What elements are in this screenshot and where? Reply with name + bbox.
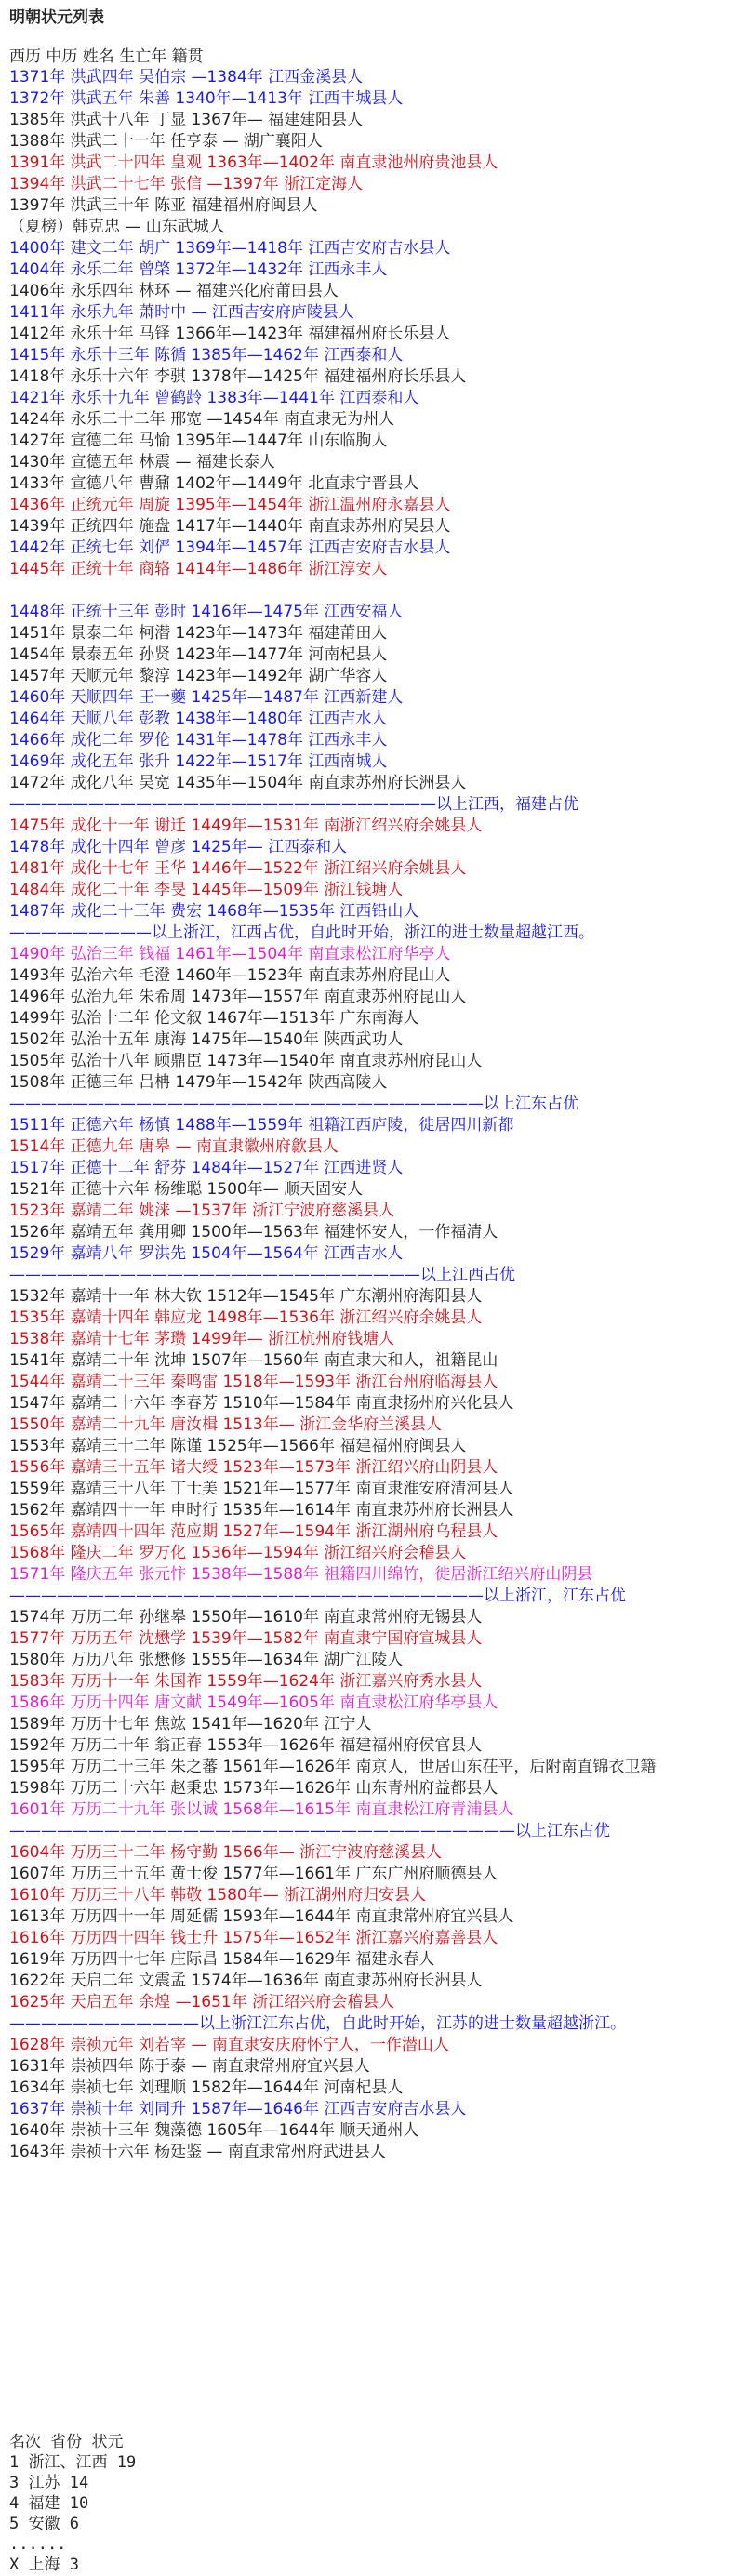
laureate-entry: 1631年 崇祯四年 陈于泰 — 南直隶常州府宜兴县人 [9, 2057, 370, 2076]
page-title: 明朝状元列表 [9, 8, 104, 27]
laureate-entry: 1523年 嘉靖二年 姚涞 —1537年 浙江宁波府慈溪县人 [9, 1202, 395, 1220]
section-divider-note: ———————————————————————————以上江西，福建占优 [9, 795, 578, 814]
laureate-entry: 1502年 弘治十五年 康海 1475年—1540年 陕西武功人 [9, 1030, 404, 1049]
laureate-entry: 1610年 万历三十八年 韩敬 1580年— 浙江湖州府归安县人 [9, 1886, 427, 1905]
laureate-entry: 1445年 正统十年 商辂 1414年—1486年 浙江淳安人 [9, 560, 388, 578]
laureate-entry: 1565年 嘉靖四十四年 范应期 1527年—1594年 浙江湖州府乌程县人 [9, 1522, 498, 1541]
laureate-entry: 1640年 崇祯十三年 魏藻德 1605年—1644年 顺天通州人 [9, 2121, 419, 2140]
laureate-entry: 1472年 成化八年 吴宽 1435年—1504年 南直隶苏州府长洲县人 [9, 774, 467, 792]
laureate-entry: 1526年 嘉靖五年 龚用卿 1500年—1563年 福建怀安人，一作福清人 [9, 1223, 498, 1242]
laureate-entry: 1601年 万历二十九年 张以诚 1568年—1615年 南直隶松江府青浦县人 [9, 1800, 514, 1819]
laureate-entry: 1451年 景泰二年 柯潜 1423年—1473年 福建莆田人 [9, 624, 388, 643]
laureate-entry: 1394年 洪武二十七年 张信 —1397年 浙江定海人 [9, 175, 364, 193]
laureate-entry: 1607年 万历三十五年 黄士俊 1577年—1661年 广东广州府顺德县人 [9, 1865, 498, 1883]
laureate-entry: 1538年 嘉靖十七年 茅瓒 1499年— 浙江杭州府钱塘人 [9, 1330, 395, 1348]
laureate-entry: 1496年 弘治九年 朱希周 1473年—1557年 南直隶苏州府昆山人 [9, 988, 467, 1006]
laureate-entry: 1541年 嘉靖二十年 沈坤 1507年—1560年 南直隶大和人，祖籍昆山 [9, 1351, 498, 1370]
laureate-entry: 1418年 永乐十六年 李骐 1378年—1425年 福建福州府长乐县人 [9, 367, 467, 386]
laureate-entry: 1547年 嘉靖二十六年 李春芳 1510年—1584年 南直隶扬州府兴化县人 [9, 1394, 514, 1413]
laureate-entry: 1439年 正统四年 施盘 1417年—1440年 南直隶苏州府吴县人 [9, 517, 451, 536]
summary-row: 4 福建 10 [9, 2494, 89, 2513]
laureate-entry: 1622年 天启二年 文震孟 1574年—1636年 南直隶苏州府长洲县人 [9, 1972, 483, 1990]
laureate-entry: 1556年 嘉靖三十五年 诸大绶 1523年—1573年 浙江绍兴府山阴县人 [9, 1458, 498, 1477]
section-divider-note: —————————以上浙江，江西占优，自此时开始，浙江的进士数量超越江西。 [9, 923, 594, 942]
laureate-entry: 1589年 万历十七年 焦竑 1541年—1620年 江宁人 [9, 1715, 372, 1733]
section-divider-note: ——————————————————————————————以上浙江，江东占优 [9, 1587, 626, 1605]
laureate-entry: 1643年 崇祯十六年 杨廷鉴 — 南直隶常州府武进县人 [9, 2143, 386, 2161]
laureate-entry: （夏榜）韩克忠 — 山东武城人 [9, 218, 225, 236]
laureate-entry: 1421年 永乐十九年 曾鹤龄 1383年—1441年 江西泰和人 [9, 389, 419, 407]
laureate-entry: 1625年 天启五年 余煌 —1651年 浙江绍兴府会稽县人 [9, 1993, 395, 2012]
laureate-entry: 1464年 天顺八年 彭教 1438年—1480年 江西吉水人 [9, 710, 388, 728]
laureate-entry: 1514年 正德九年 唐皋 — 南直隶徽州府歙县人 [9, 1137, 339, 1156]
laureate-entry: 1454年 景泰五年 孙贤 1423年—1477年 河南杞县人 [9, 645, 388, 664]
laureate-entry: 1427年 宣德二年 马愉 1395年—1447年 山东临朐人 [9, 432, 388, 450]
summary-row: ...... [9, 2535, 67, 2554]
laureate-entry: 1372年 洪武五年 朱善 1340年—1413年 江西丰城县人 [9, 89, 404, 108]
laureate-entry: 1391年 洪武二十四年 皇观 1363年—1402年 南直隶池州府贵池县人 [9, 153, 498, 172]
laureate-entry: 1487年 成化二十三年 费宏 1468年—1535年 江西铅山人 [9, 902, 419, 921]
laureate-entry: 1478年 成化十四年 曾彦 1425年— 江西泰和人 [9, 838, 348, 856]
laureate-entry: 1559年 嘉靖三十八年 丁士美 1521年—1577年 南直隶淮安府清河县人 [9, 1480, 514, 1498]
laureate-entry: 1571年 隆庆五年 张元忭 1538年—1588年 祖籍四川绵竹，徙居浙江绍兴府山阴县 [9, 1565, 593, 1584]
laureate-entry: 1442年 正统七年 刘俨 1394年—1457年 江西吉安府吉水县人 [9, 538, 451, 557]
laureate-entry: 1529年 嘉靖八年 罗洪先 1504年—1564年 江西吉水人 [9, 1244, 404, 1263]
laureate-entry: 1424年 永乐二十二年 邢宽 —1454年 南直隶无为州人 [9, 410, 395, 429]
laureate-entry: 1616年 万历四十四年 钱士升 1575年—1652年 浙江嘉兴府嘉善县人 [9, 1929, 498, 1947]
laureate-entry: 1433年 宣德八年 曹鼐 1402年—1449年 北直隶宁晋县人 [9, 474, 419, 493]
laureate-entry: 1577年 万历五年 沈懋学 1539年—1582年 南直隶宁国府宣城县人 [9, 1629, 483, 1648]
laureate-entry: 1628年 崇祯元年 刘若宰 — 南直隶安庆府怀宁人，一作潜山人 [9, 2036, 449, 2054]
laureate-entry: 1619年 万历四十七年 庄际昌 1584年—1629年 福建永春人 [9, 1950, 435, 1969]
laureate-entry: 1574年 万历二年 孙继皋 1550年—1610年 南直隶常州府无锡县人 [9, 1608, 483, 1627]
laureate-entry: 1634年 崇祯七年 刘理顺 1582年—1644年 河南杞县人 [9, 2078, 404, 2097]
laureate-entry: 1448年 正统十三年 彭时 1416年—1475年 江西安福人 [9, 603, 404, 621]
laureate-entry: 1430年 宣德五年 林震 — 福建长泰人 [9, 453, 275, 471]
laureate-entry: 1385年 洪武十八年 丁显 1367年— 福建建阳县人 [9, 111, 364, 129]
laureate-entry: 1535年 嘉靖十四年 韩应龙 1498年—1536年 浙江绍兴府余姚县人 [9, 1308, 483, 1327]
laureate-entry: 1544年 嘉靖二十三年 秦鸣雷 1518年—1593年 浙江台州府临海县人 [9, 1373, 498, 1391]
laureate-entry: 1397年 洪武三十年 陈亚 福建福州府闽县人 [9, 196, 318, 215]
summary-row: 5 安徽 6 [9, 2515, 79, 2533]
section-divider-note: ——————————————————————————————以上江东占优 [9, 1095, 578, 1113]
laureate-entry: 1490年 弘治三年 钱福 1461年—1504年 南直隶松江府华亭人 [9, 945, 451, 963]
laureate-entry: 1481年 成化十七年 王华 1446年—1522年 浙江绍兴府余姚县人 [9, 859, 467, 878]
laureate-entry: 1568年 隆庆二年 罗万化 1536年—1594年 浙江绍兴府会稽县人 [9, 1544, 467, 1562]
laureate-entry: 1562年 嘉靖四十一年 申时行 1535年—1614年 南直隶苏州府长洲县人 [9, 1501, 514, 1520]
laureate-entry: 1499年 弘治十二年 伦文叙 1467年—1513年 广东南海人 [9, 1009, 419, 1028]
laureate-entry: 1411年 永乐九年 萧时中 — 江西吉安府庐陵县人 [9, 303, 354, 322]
laureate-entry: 1466年 成化二年 罗伦 1431年—1478年 江西永丰人 [9, 731, 388, 750]
laureate-entry: 1371年 洪武四年 吴伯宗 —1384年 江西金溪县人 [9, 68, 364, 86]
column-header: 西历 中历 姓名 生亡年 籍贯 [9, 47, 204, 66]
summary-row: 3 江苏 14 [9, 2474, 89, 2492]
section-divider-note: ————————————————————————————————以上江东占优 [9, 1822, 610, 1840]
laureate-entry: 1550年 嘉靖二十九年 唐汝楫 1513年— 浙江金华府兰溪县人 [9, 1415, 443, 1434]
laureate-entry: 1493年 弘治六年 毛澄 1460年—1523年 南直隶苏州府昆山人 [9, 966, 451, 985]
laureate-entry: 1586年 万历十四年 唐文献 1549年—1605年 南直隶松江府华亭县人 [9, 1693, 498, 1712]
laureate-entry: 1595年 万历二十三年 朱之蕃 1561年—1626年 南京人，世居山东茌平，后附南直锦衣卫籍 [9, 1758, 657, 1776]
laureate-entry: 1404年 永乐二年 曾棨 1372年—1432年 江西永丰人 [9, 260, 388, 279]
summary-header: 名次 省份 状元 [9, 2433, 124, 2451]
laureate-entry: 1598年 万历二十六年 赵秉忠 1573年—1626年 山东青州府益都县人 [9, 1779, 498, 1798]
section-divider-note: ——————————————————————————以上江西占优 [9, 1266, 515, 1284]
laureate-entry: 1469年 成化五年 张升 1422年—1517年 江西南城人 [9, 752, 388, 771]
laureate-entry: 1505年 弘治十八年 顾鼎臣 1473年—1540年 南直隶苏州府昆山人 [9, 1052, 483, 1070]
laureate-entry: 1415年 永乐十三年 陈循 1385年—1462年 江西泰和人 [9, 346, 404, 365]
laureate-entry: 1388年 洪武二十一年 任亨泰 — 湖广襄阳人 [9, 132, 323, 151]
laureate-entry: 1457年 天顺元年 黎淳 1423年—1492年 湖广华容人 [9, 667, 388, 685]
laureate-entry: 1553年 嘉靖三十二年 陈谨 1525年—1566年 福建福州府闽县人 [9, 1437, 467, 1455]
summary-row: X 上海 3 [9, 2556, 79, 2574]
laureate-entry: 1517年 正德十二年 舒芬 1484年—1527年 江西进贤人 [9, 1159, 404, 1177]
laureate-entry: 1436年 正统元年 周旋 1395年—1454年 浙江温州府永嘉县人 [9, 496, 451, 514]
laureate-entry: 1511年 正德六年 杨慎 1488年—1559年 祖籍江西庐陵，徙居四川新都 [9, 1116, 514, 1135]
laureate-entry: 1592年 万历二十年 翁正春 1553年—1626年 福建福州府侯官县人 [9, 1736, 483, 1755]
laureate-entry: 1613年 万历四十一年 周延儒 1593年—1644年 南直隶常州府宜兴县人 [9, 1907, 514, 1926]
laureate-entry: 1508年 正德三年 吕柟 1479年—1542年 陕西高陵人 [9, 1073, 388, 1092]
summary-row: 1 浙江、江西 19 [9, 2453, 137, 2472]
laureate-entry: 1484年 成化二十年 李旻 1445年—1509年 浙江钱塘人 [9, 881, 404, 899]
laureate-entry: 1532年 嘉靖十一年 林大钦 1512年—1545年 广东潮州府海阳县人 [9, 1287, 483, 1306]
laureate-entry: 1604年 万历三十二年 杨守勤 1566年— 浙江宁波府慈溪县人 [9, 1843, 443, 1862]
laureate-entry: 1637年 崇祯十年 刘同升 1587年—1646年 江西吉安府吉水县人 [9, 2100, 467, 2118]
laureate-entry: 1400年 建文二年 胡广 1369年—1418年 江西吉安府吉水县人 [9, 239, 451, 258]
laureate-entry: 1475年 成化十一年 谢迁 1449年—1531年 南浙江绍兴府余姚县人 [9, 817, 483, 835]
section-divider-note: ————————————以上浙江江东占优，自此时开始，江苏的进士数量超越浙江。 [9, 2014, 626, 2033]
laureate-entry: 1580年 万历八年 张懋修 1555年—1634年 湖广江陵人 [9, 1651, 404, 1669]
laureate-entry: 1460年 天顺四年 王一夔 1425年—1487年 江西新建人 [9, 688, 404, 707]
laureate-entry: 1406年 永乐四年 林环 — 福建兴化府莆田县人 [9, 282, 339, 300]
laureate-entry: 1583年 万历十一年 朱国祚 1559年—1624年 浙江嘉兴府秀水县人 [9, 1672, 483, 1691]
laureate-entry: 1521年 正德十六年 杨维聪 1500年— 顺天固安人 [9, 1180, 364, 1199]
laureate-entry: 1412年 永乐十年 马铎 1366年—1423年 福建福州府长乐县人 [9, 325, 451, 343]
